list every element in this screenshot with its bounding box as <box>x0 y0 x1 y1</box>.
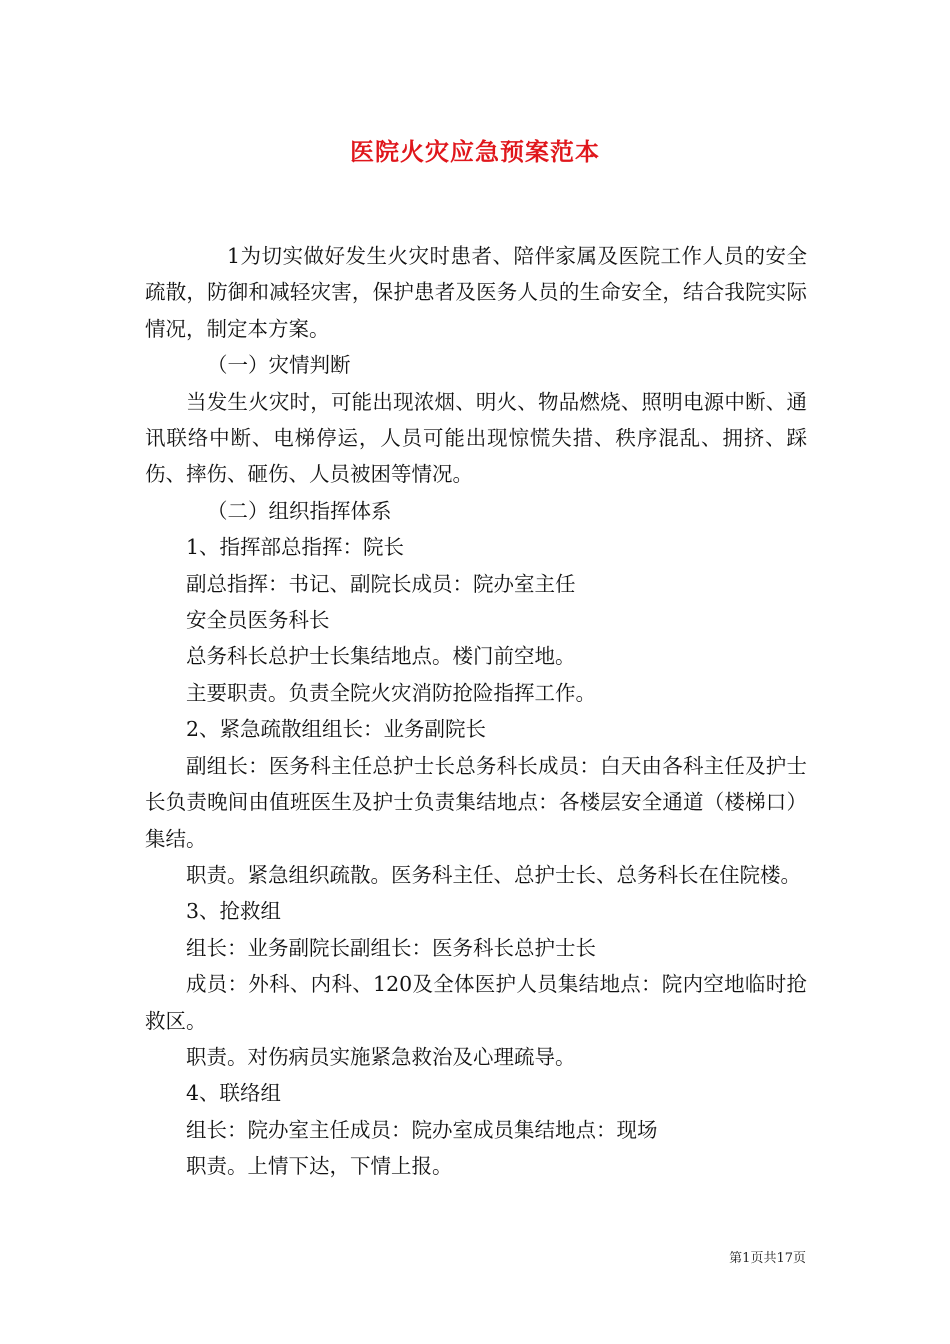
document-title: 医院火灾应急预案范本 <box>350 137 600 166</box>
paragraph-assembly-point: 总务科长总护士长集结地点。楼门前空地。 <box>186 644 576 669</box>
section-heading-disaster-judgment: （一）灾情判断 <box>207 353 351 378</box>
page-number-footer: 第1页共17页 <box>729 1251 806 1266</box>
section-heading-command-system: （二）组织指挥体系 <box>207 498 392 523</box>
paragraph-rescue-duties: 职责。对伤病员实施紧急救治及心理疏导。 <box>186 1044 576 1069</box>
paragraph-liaison-leader: 组长：院办室主任成员：院办室成员集结地点：现场 <box>186 1117 658 1142</box>
document-body <box>145 238 807 1185</box>
paragraph-liaison-duties: 职责。上情下达，下情上报。 <box>186 1154 453 1179</box>
paragraph-disaster-situation: 当发生火灾时，可能出现浓烟、明火、物品燃烧、照明电源中断、通讯联络中断、电梯停运，人员可能出现惊慌失措、秩序混乱、拥挤、踩伤、摔伤、砸伤、人员被困等情况。 <box>145 389 807 487</box>
paragraph-rescue-members: 成员：外科、内科、120及全体医护人员集结地点：院内空地临时抢救区。 <box>145 972 807 1033</box>
paragraph-deputy-commander: 副总指挥：书记、副院长成员：院办室主任 <box>186 571 576 596</box>
paragraph-rescue-group: 3、抢救组 <box>186 899 282 924</box>
paragraph-evacuation-group: 2、紧急疏散组组长：业务副院长 <box>186 717 487 742</box>
paragraph-intro: 1为切实做好发生火灾时患者、陪伴家属及医院工作人员的安全疏散，防御和减轻灾害，保护患者及医务人员的生命安全，结合我院实际情况，制定本方案。 <box>145 244 807 341</box>
paragraph-rescue-leader: 组长：业务副院长副组长：医务科长总护士长 <box>186 935 596 960</box>
paragraph-evacuation-deputy: 副组长：医务科主任总护士长总务科长成员：白天由各科主任及护士长负责晚间由值班医生及护士负责集结地点：各楼层安全通道（楼梯口）集结。 <box>145 753 807 851</box>
paragraph-safety-officer: 安全员医务科长 <box>186 608 330 633</box>
paragraph-liaison-group: 4、联络组 <box>186 1081 282 1106</box>
paragraph-commander: 1、指挥部总指挥：院长 <box>186 535 405 560</box>
paragraph-main-duties: 主要职责。负责全院火灾消防抢险指挥工作。 <box>186 680 596 705</box>
paragraph-evacuation-duties: 职责。紧急组织疏散。医务科主任、总护士长、总务科长在住院楼。 <box>186 862 801 887</box>
